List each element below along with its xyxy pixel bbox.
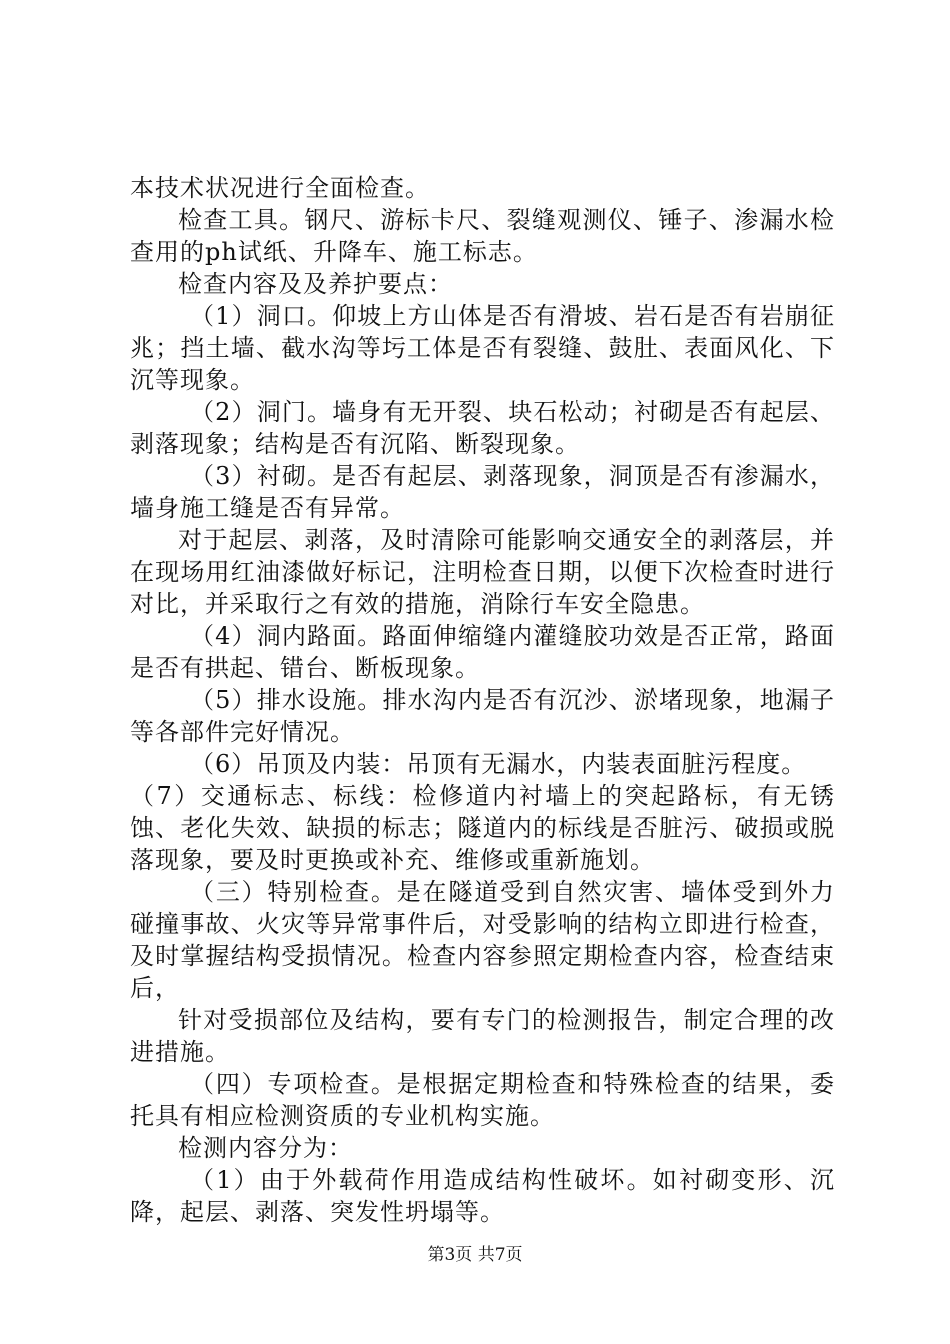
paragraph: （7）交通标志、标线：检修道内衬墙上的突起路标，有无锈蚀、老化失效、缺损的标志；隧道内的标线是否脏污、破损或脱落现象，要及时更换或补充、维修或重新施划。: [130, 782, 835, 874]
paragraph: 检查内容及及养护要点：: [178, 270, 453, 298]
paragraph: （1）由于外载荷作用造成结构性破坏。如衬砌变形、沉降，起层、剥落、突发性坍塌等。: [130, 1166, 835, 1226]
paragraph: （6）吊顶及内装：吊顶有无漏水，内装表面脏污程度。: [190, 750, 807, 778]
paragraph: 对于起层、剥落，及时清除可能影响交通安全的剥落层，并在现场用红油漆做好标记，注明检查日期，以便下次检查时进行对比，并采取行之有效的措施，消除行车安全隐患。: [130, 526, 835, 618]
page-number-footer: 第3页 共7页: [427, 1245, 523, 1265]
paragraph: （5）排水设施。排水沟内是否有沉沙、淤堵现象，地漏子等各部件完好情况。: [130, 686, 835, 746]
paragraph: （三）特别检查。是在隧道受到自然灾害、墙体受到外力碰撞事故、火灾等异常事件后，对受影响的结构立即进行检查，及时掌握结构受损情况。检查内容参照定期检查内容，检查结束后，: [130, 878, 835, 1002]
paragraph: （四）专项检查。是根据定期检查和特殊检查的结果，委托具有相应检测资质的专业机构实施。: [130, 1070, 835, 1130]
document-body: [130, 172, 835, 1228]
paragraph: （3）衬砌。是否有起层、剥落现象，洞顶是否有渗漏水，墙身施工缝是否有异常。: [130, 462, 835, 522]
paragraph: 检查工具。钢尺、游标卡尺、裂缝观测仪、锤子、渗漏水检查用的ph试纸、升降车、施工标志。: [130, 206, 835, 266]
paragraph: （1）洞口。仰坡上方山体是否有滑坡、岩石是否有岩崩征兆；挡土墙、截水沟等圬工体是否有裂缝、鼓肚、表面风化、下沉等现象。: [130, 302, 835, 394]
paragraph: 针对受损部位及结构，要有专门的检测报告，制定合理的改进措施。: [130, 1006, 835, 1066]
paragraph: 检测内容分为：: [178, 1134, 353, 1162]
paragraph: （4）洞内路面。路面伸缩缝内灌缝胶功效是否正常，路面是否有拱起、错台、断板现象。: [130, 622, 835, 682]
paragraph: （2）洞门。墙身有无开裂、块石松动；衬砌是否有起层、剥落现象；结构是否有沉陷、断裂现象。: [130, 398, 835, 458]
paragraph: 本技术状况进行全面检查。: [130, 174, 430, 202]
